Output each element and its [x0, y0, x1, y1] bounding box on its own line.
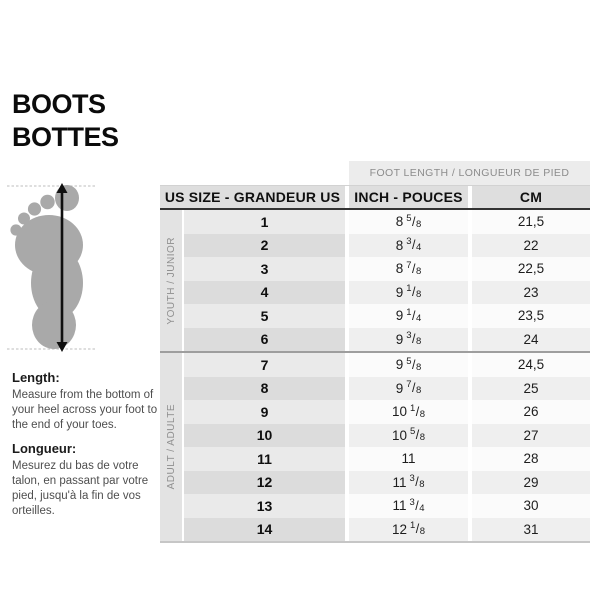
inch-whole: 9 [395, 380, 404, 396]
inch-whole: 12 [391, 521, 407, 537]
us-size-cell: 13 [184, 494, 345, 518]
cm-cell: 23 [472, 281, 590, 305]
us-size-cell: 12 [184, 471, 345, 495]
col-header-us-size: US SIZE - GRANDEUR US [160, 186, 345, 208]
inch-cell [349, 471, 468, 495]
inch-fraction: 7 / 8 [406, 379, 422, 397]
table-row [184, 210, 590, 234]
inch-fraction: 3 / 8 [409, 473, 425, 491]
size-table [160, 161, 590, 543]
inch-whole: 8 [395, 214, 404, 230]
cm-cell: 29 [472, 471, 590, 495]
us-size-cell: 10 [184, 424, 345, 448]
us-size-cell: 3 [184, 257, 345, 281]
foot-length-header-row [160, 161, 590, 185]
inch-cell [349, 257, 468, 281]
table-row [184, 257, 590, 281]
us-size-cell: 6 [184, 328, 345, 352]
group-rows [184, 210, 590, 351]
cm-cell: 31 [472, 518, 590, 542]
inch-cell [349, 400, 468, 424]
us-size-cell: 9 [184, 400, 345, 424]
inch-cell [349, 518, 468, 542]
longueur-instructions: Mesurez du bas de votre talon, en passant par votre pied, jusqu'à la fin de vos orteilles. [12, 460, 149, 517]
inch-fraction: 3 / 8 [406, 330, 422, 348]
inch-cell [349, 377, 468, 401]
inch-whole: 8 [395, 261, 404, 277]
group-label-strip [160, 353, 182, 541]
cm-cell: 25 [472, 377, 590, 401]
size-group [160, 210, 590, 353]
table-row [184, 353, 590, 377]
group-label-strip [160, 210, 182, 351]
inch-fraction: 3 / 4 [406, 236, 422, 254]
table-row [184, 447, 590, 471]
size-group [160, 353, 590, 543]
inch-cell [349, 304, 468, 328]
inch-whole: 10 [391, 427, 407, 443]
inch-whole: 9 [395, 357, 404, 373]
foot-length-header: FOOT LENGTH / LONGUEUR DE PIED [349, 161, 590, 185]
us-size-cell: 2 [184, 234, 345, 258]
inch-whole: 10 [391, 404, 407, 420]
column-header-row [160, 185, 590, 210]
foot-sole-icon [10, 185, 83, 349]
inch-fraction: 1 / 8 [406, 283, 422, 301]
inch-fraction: 5 / 8 [406, 212, 422, 230]
inch-fraction: 1 / 8 [409, 520, 426, 538]
cm-cell: 23,5 [472, 304, 590, 328]
col-header-cm: CM [472, 186, 590, 208]
page-title [12, 88, 119, 154]
inch-fraction: 1 / 4 [406, 306, 422, 324]
cm-cell: 28 [472, 447, 590, 471]
us-size-cell: 11 [184, 447, 345, 471]
inch-fraction: 3 / 4 [409, 496, 425, 514]
us-size-cell: 1 [184, 210, 345, 234]
inch-cell [349, 328, 468, 352]
cm-cell: 27 [472, 424, 590, 448]
table-row [184, 494, 590, 518]
inch-cell [349, 353, 468, 377]
table-row [184, 400, 590, 424]
cm-cell: 30 [472, 494, 590, 518]
group-label: ADULT / ADULTE [165, 404, 177, 490]
page-title-en: BOOTS [12, 89, 106, 119]
span-spacer [160, 161, 349, 185]
inch-cell [349, 494, 468, 518]
inch-cell [349, 234, 468, 258]
inch-fraction: 5 / 8 [406, 355, 422, 373]
inch-whole: 11 [401, 451, 416, 467]
inch-whole: 9 [395, 331, 404, 347]
inch-cell [349, 210, 468, 234]
longueur-heading: Longueur: [12, 441, 77, 456]
us-size-cell: 4 [184, 281, 345, 305]
group-label: YOUTH / JUNIOR [165, 236, 177, 325]
col-header-inch: INCH - POUCES [349, 186, 468, 208]
inch-cell [349, 424, 468, 448]
foot-measurement-diagram [5, 179, 105, 355]
cm-cell: 24,5 [472, 353, 590, 377]
table-row [184, 328, 590, 352]
table-groups [160, 210, 590, 543]
table-row [184, 471, 590, 495]
cm-cell: 22 [472, 234, 590, 258]
cm-cell: 24 [472, 328, 590, 352]
inch-fraction: 5 / 8 [409, 426, 426, 444]
table-row [184, 234, 590, 258]
us-size-cell: 5 [184, 304, 345, 328]
cm-cell: 26 [472, 400, 590, 424]
cm-cell: 22,5 [472, 257, 590, 281]
table-row [184, 424, 590, 448]
inch-whole: 8 [395, 237, 404, 253]
inch-fraction: 7 / 8 [406, 259, 422, 277]
us-size-cell: 14 [184, 518, 345, 542]
inch-whole: 9 [395, 308, 404, 324]
table-row [184, 518, 590, 542]
group-rows [184, 353, 590, 541]
inch-whole: 9 [395, 284, 404, 300]
table-row [184, 304, 590, 328]
length-instructions: Measure from the bottom of your heel across your foot to the end of your toes. [12, 389, 158, 431]
table-row [184, 281, 590, 305]
length-heading: Length: [12, 370, 60, 385]
us-size-cell: 7 [184, 353, 345, 377]
inch-cell [349, 447, 468, 471]
us-size-cell: 8 [184, 377, 345, 401]
cm-cell: 21,5 [472, 210, 590, 234]
inch-whole: 11 [392, 498, 407, 514]
inch-fraction: 1 / 8 [409, 402, 426, 420]
page-title-fr: BOTTES [12, 122, 119, 152]
inch-cell [349, 281, 468, 305]
table-row [184, 377, 590, 401]
inch-whole: 11 [392, 474, 407, 490]
